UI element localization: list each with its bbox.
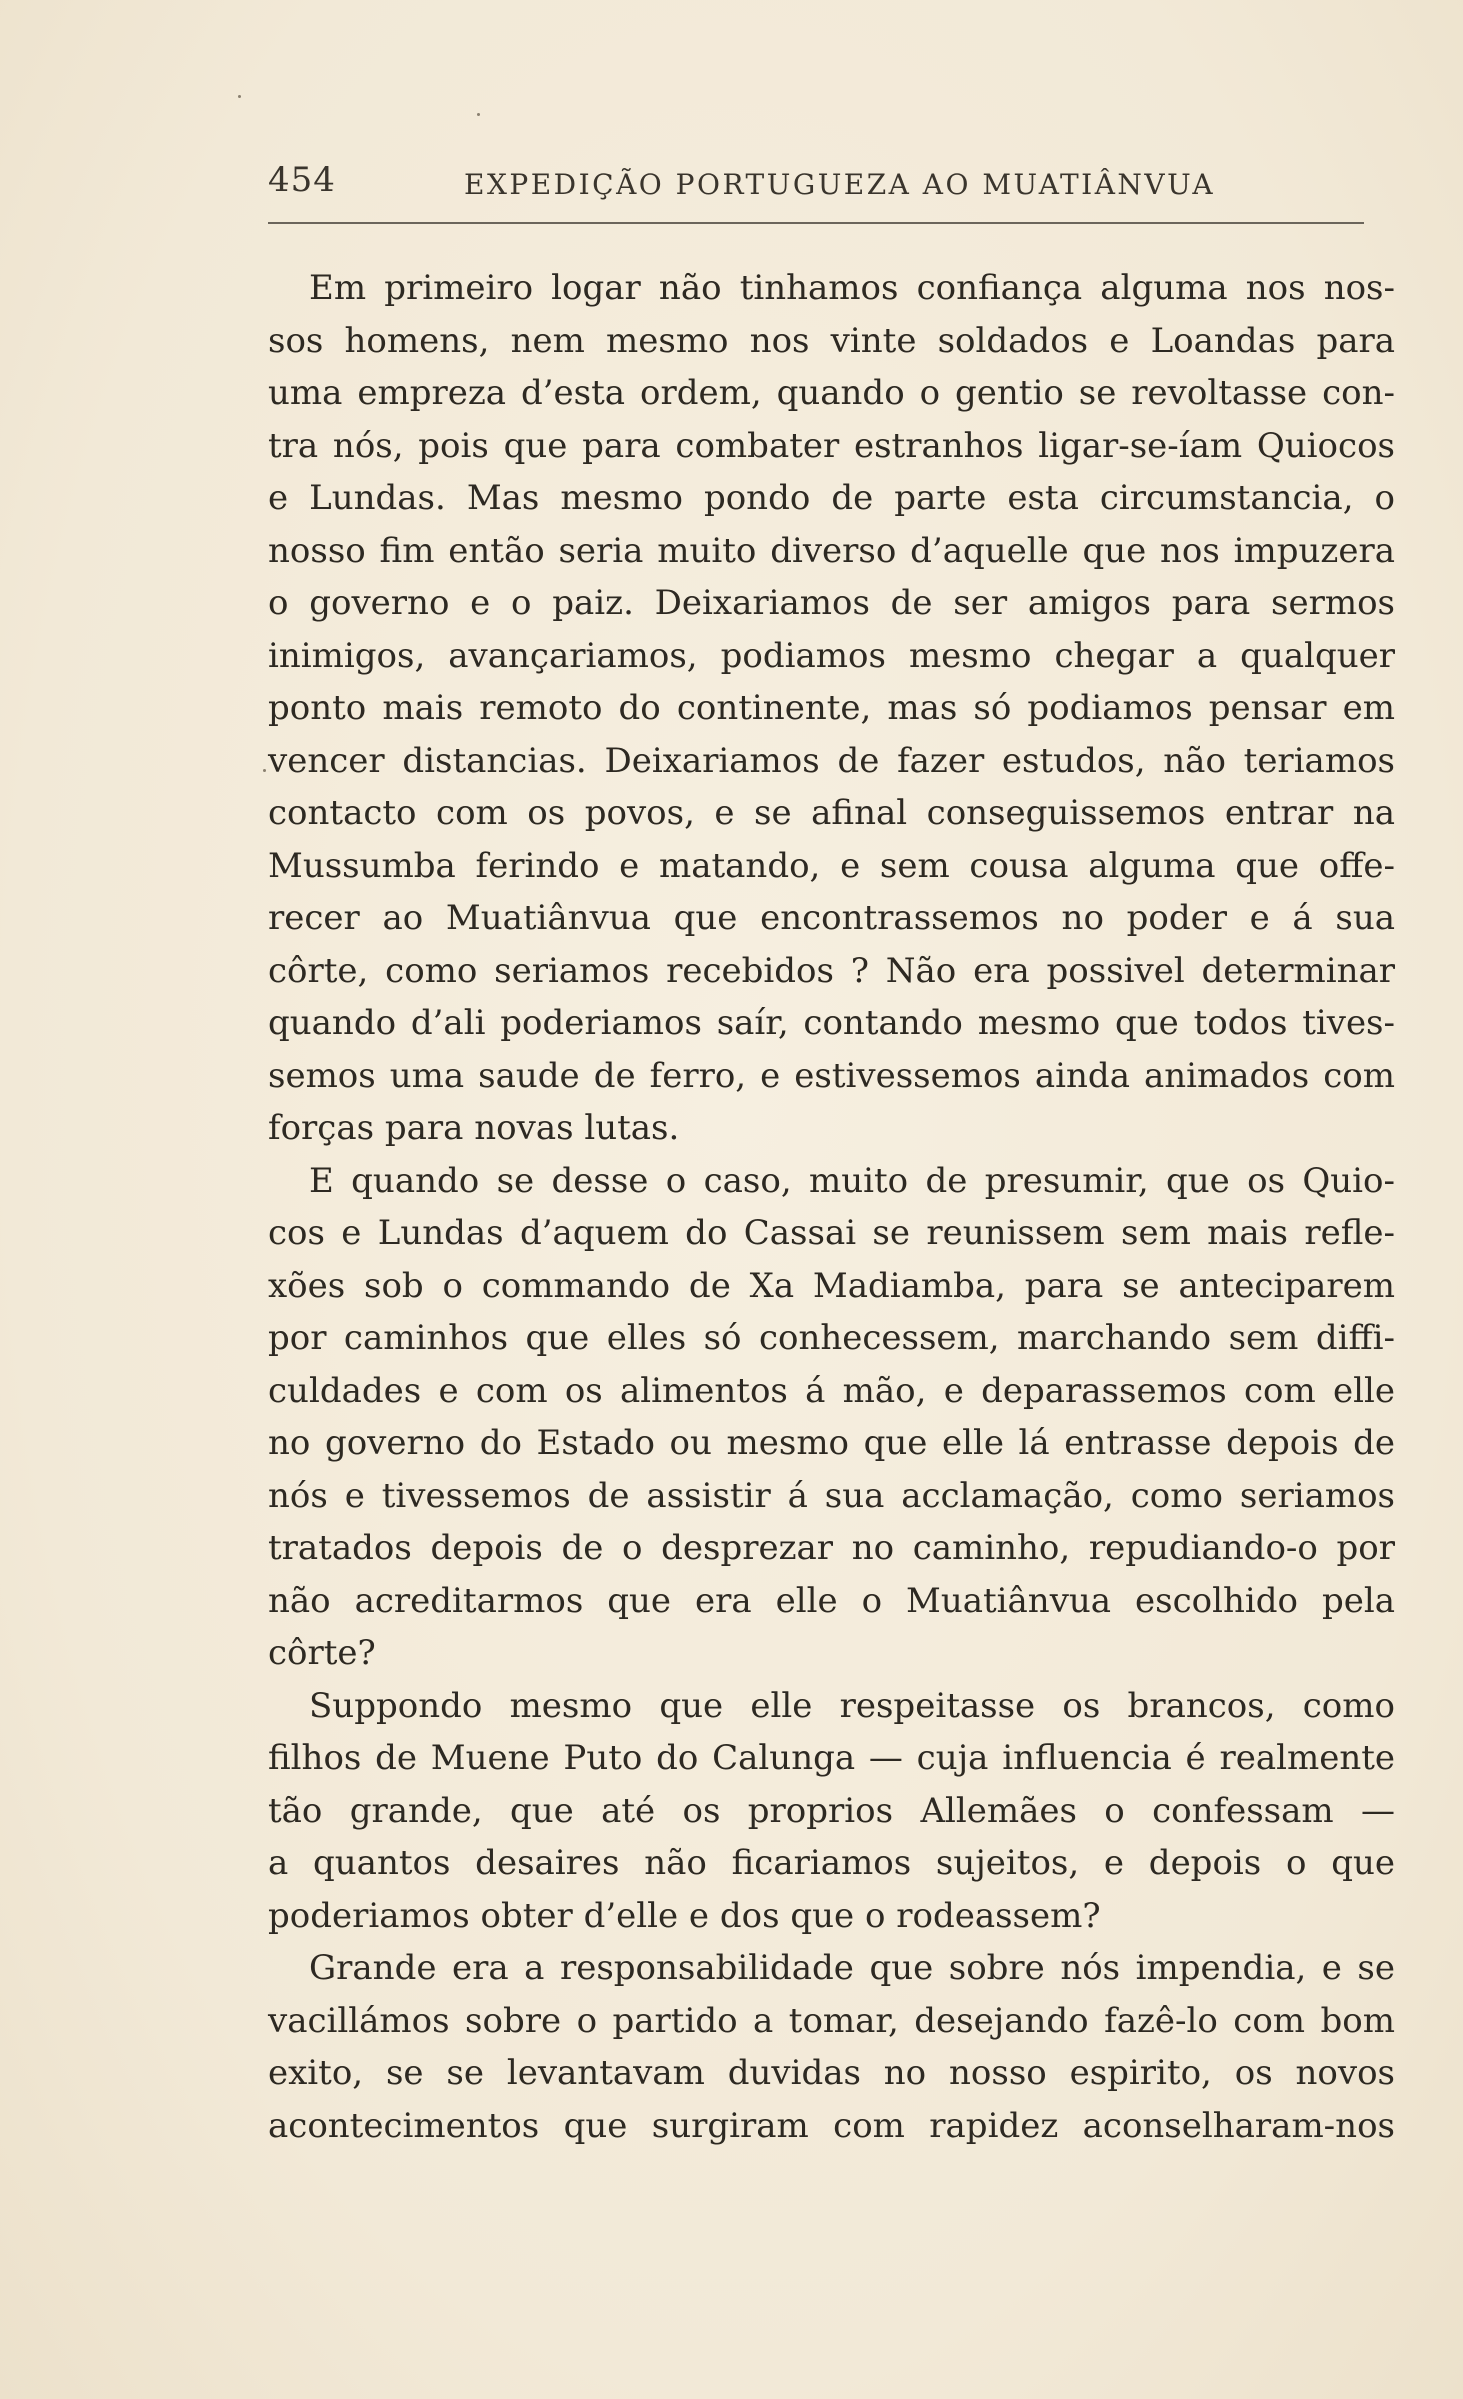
text-line: nós e tivessemos de assistir á sua acclamação, como seriamos — [268, 1475, 1395, 1516]
text-line: poderiamos obter d’elle e dos que o rodeassem? — [268, 1895, 1101, 1936]
running-title: EXPEDIÇÃO PORTUGUEZA AO MUATIÂNVUA — [464, 168, 1216, 201]
text-line: exito, se se levantavam duvidas no nosso espirito, os novos — [268, 2053, 1395, 2093]
text-line: ponto mais remoto do continente, mas só podiamos pensar em — [268, 688, 1395, 728]
text-line: côrte, como seriamos recebidos ? Não era possivel determinar — [268, 950, 1395, 991]
text-line: inimigos, avançariamos, podiamos mesmo chegar a qualquer — [268, 635, 1395, 676]
text-line: culdades e com os alimentos á mão, e deparassemos com elle — [268, 1370, 1395, 1411]
text-line: tratados depois de o desprezar no caminho, repudiando-o por — [268, 1528, 1395, 1568]
text-line: Mussumba ferindo e matando, e sem cousa alguma que offe- — [268, 845, 1395, 886]
text-line: tra nós, pois que para combater estranhos ligar-se-íam Quiocos — [268, 425, 1395, 466]
text-line: no governo do Estado ou mesmo que elle lá entrasse depois de — [268, 1423, 1395, 1463]
text-line: forças para novas lutas. — [268, 1108, 680, 1148]
text-line: acontecimentos que surgiram com rapidez aconselharam-nos — [268, 2105, 1395, 2146]
text-line: recer ao Muatiânvua que encontrassemos no poder e á sua — [268, 898, 1395, 938]
text-line: por caminhos que elles só conhecessem, marchando sem diffi- — [268, 1318, 1395, 1358]
text-line: Suppondo mesmo que elle respeitasse os brancos, como — [309, 1685, 1395, 1726]
text-line: vencer distancias. Deixariamos de fazer estudos, não teriamos — [268, 740, 1395, 781]
text-line: tão grande, que até os proprios Allemães o confessam — — [268, 1790, 1395, 1831]
text-line: e Lundas. Mas mesmo pondo de parte esta circumstancia, o — [268, 478, 1395, 518]
text-line: sos homens, nem mesmo nos vinte soldados e Loandas para — [268, 320, 1395, 361]
header-rule — [268, 222, 1364, 224]
page-number: 454 — [268, 160, 336, 200]
text-line: não acreditarmos que era elle o Muatiânvua escolhido pela — [268, 1580, 1395, 1621]
text-line: Em primeiro logar não tinhamos confiança alguma nos nos- — [309, 268, 1395, 308]
paper-speck — [263, 769, 266, 772]
paper-speck — [238, 95, 241, 98]
text-line: o governo e o paiz. Deixariamos de ser amigos para sermos — [268, 583, 1395, 623]
text-line: filhos de Muene Puto do Calunga — cuja influencia é realmente — [268, 1738, 1395, 1778]
text-line: cos e Lundas d’aquem do Cassai se reunissem sem mais refle- — [268, 1213, 1395, 1253]
text-line: Grande era a responsabilidade que sobre nós impendia, e se — [309, 1948, 1395, 1988]
text-line: xões sob o commando de Xa Madiamba, para se anteciparem — [268, 1265, 1395, 1306]
text-line: quando d’ali poderiamos saír, contando mesmo que todos tives- — [268, 1003, 1395, 1043]
page-header — [268, 160, 1368, 210]
text-line: E quando se desse o caso, muito de presumir, que os Quio- — [309, 1160, 1395, 1201]
paper-speck — [477, 113, 480, 116]
body-text — [268, 262, 1395, 2152]
text-line: vacillámos sobre o partido a tomar, desejando fazê-lo com bom — [268, 2000, 1395, 2041]
text-line: semos uma saude de ferro, e estivessemos ainda animados com — [268, 1055, 1395, 1096]
text-line: uma empreza d’esta ordem, quando o gentio se revoltasse con- — [268, 373, 1395, 413]
text-line: a quantos desaires não ficariamos sujeitos, e depois o que — [268, 1843, 1395, 1883]
text-line: contacto com os povos, e se afinal conseguissemos entrar na — [268, 793, 1395, 833]
text-line: nosso fim então seria muito diverso d’aquelle que nos impuzera — [268, 530, 1395, 571]
text-line: côrte? — [268, 1633, 376, 1673]
